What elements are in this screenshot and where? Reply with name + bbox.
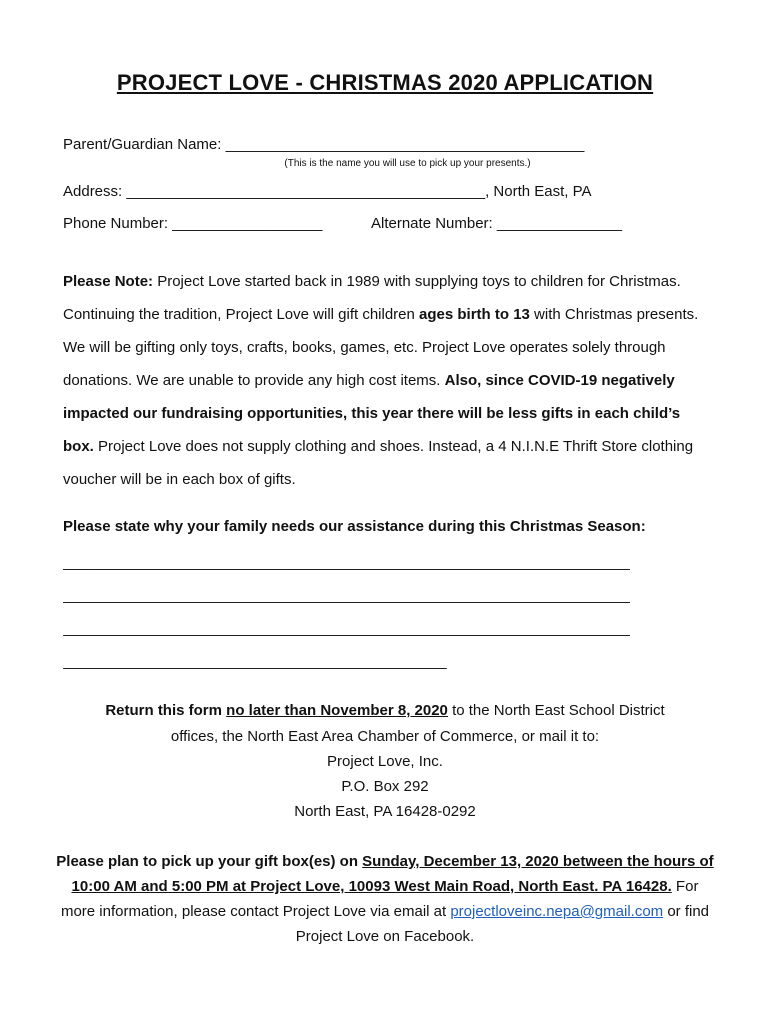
return-instructions-line-2: offices, the North East Area Chamber of Commerce, or mail it to: [170, 728, 600, 745]
mailing-address-city: North East, PA 16428-0292 [294, 803, 476, 820]
phone-number-field[interactable]: Phone Number: __________________ [63, 215, 323, 232]
please-note-paragraph [63, 265, 713, 496]
return-deadline: no later than November 8, 2020 [226, 702, 448, 719]
answer-line-1[interactable]: ____________________________________________________________________ [63, 554, 631, 571]
pickup-lead: Please plan to pick up your gift box(es) on [56, 853, 363, 870]
answer-line-4[interactable]: ______________________________________________ [63, 653, 447, 670]
email-link[interactable]: projectloveinc.nepa@gmail.com [450, 903, 664, 920]
return-lead: Return this form [105, 702, 227, 719]
age-range: ages birth to 13 [419, 306, 530, 323]
pickup-facebook-text: or find Project Love on Facebook. [295, 903, 710, 945]
parent-guardian-name-field[interactable]: Parent/Guardian Name: ___________________________________________ [63, 136, 585, 153]
pickup-contact-text: For more information, please contact Project Love via email at [60, 878, 699, 920]
alternate-number-field[interactable]: Alternate Number: _______________ [371, 215, 623, 232]
address-field[interactable]: Address: ___________________________________________, North East, PA [63, 183, 592, 200]
mailing-address-box: P.O. Box 292 [341, 778, 429, 795]
covid-notice: Also, since COVID-19 negatively impacted our fundraising opportunities, this year there will be less gifts in each child’s box. [63, 372, 681, 455]
note-text-2: with Christmas presents. We will be gifting only toys, crafts, books, games, etc. Project Love operates solely through donations. We are unable to provide any high cost items. [63, 306, 699, 389]
return-instructions-line-1 [40, 702, 730, 719]
pickup-date-location: Sunday, December 13, 2020 between the hours of 10:00 AM and 5:00 PM at Project Love, 10093 West Main Road, North East. PA 16428. [71, 853, 714, 895]
return-text: to the North East School District [447, 702, 665, 719]
parent-name-note: (This is the name you will use to pick up your presents.) [284, 158, 531, 169]
answer-line-3[interactable]: ____________________________________________________________________ [63, 620, 631, 637]
assistance-question: Please state why your family needs our assistance during this Christmas Season: [63, 518, 646, 535]
answer-line-2[interactable]: ____________________________________________________________________ [63, 587, 631, 604]
note-text-3: Project Love does not supply clothing and shoes. Instead, a 4 N.I.N.E Thrift Store clothing voucher will be in each box of gifts. [63, 438, 694, 488]
note-text-1: Project Love started back in 1989 with supplying toys to children for Christmas. Continuing the tradition, Project Love will gift children [63, 273, 681, 323]
page-title: PROJECT LOVE - CHRISTMAS 2020 APPLICATION [116, 70, 654, 95]
please-note-label: Please Note: [63, 273, 154, 290]
mailing-address-name: Project Love, Inc. [327, 753, 443, 770]
pickup-instructions [55, 849, 715, 949]
